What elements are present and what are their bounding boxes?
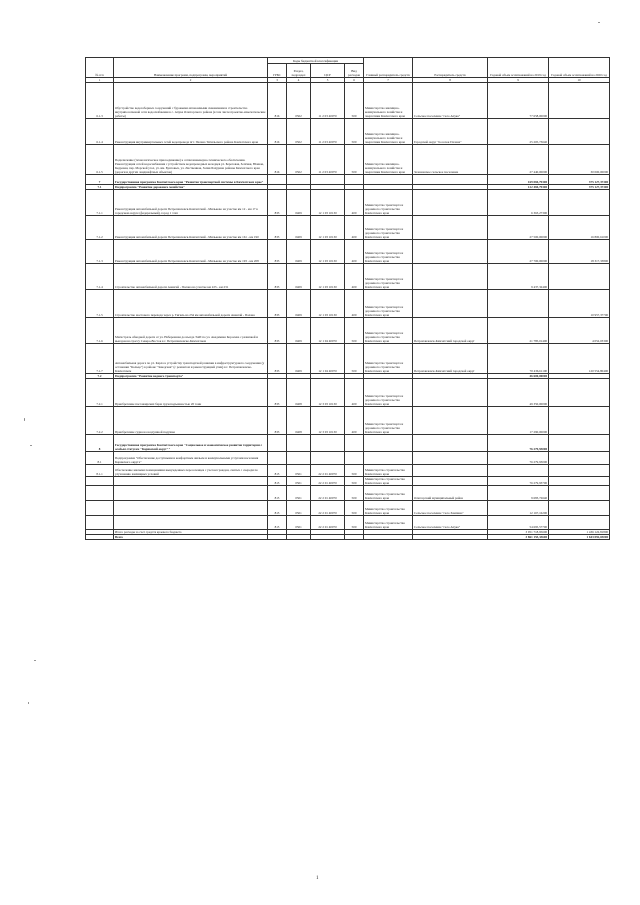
row-2019: 49 350,00000 [488, 379, 549, 407]
row-2019: 6 363,27300 [488, 190, 549, 216]
row-name: Обустройство водозаборных сооружений с буровыми автономными скважинами и строительство внутрипоселковой сети водоснабжения в с. Апука Олюторского района (в том числе проектно-изыскательские работы) [114, 83, 268, 119]
row-vr: 500 [345, 119, 364, 145]
row-name: Магистраль обводной дороги от ул. Набережная до въезда ТАИ по ул. Академика Королева с развязкой и выездом на трассу Северо-Восток в г. Петропавловске-Камчатском [114, 318, 268, 344]
page-number: 1 [316, 876, 319, 881]
header-no: № п/п [86, 58, 114, 78]
row-2020 [549, 83, 610, 119]
row-2020 [549, 264, 610, 290]
row-name [114, 477, 268, 486]
row-number: 7.2 [86, 374, 114, 379]
row-2019: 54 695,57700 [488, 516, 549, 530]
row-number [86, 535, 114, 540]
row-csr: 12 1 04 40070 [311, 318, 345, 344]
row-csr [311, 452, 345, 465]
row-section: 0501 [287, 516, 311, 530]
row-name [114, 486, 268, 501]
table-row [86, 145, 610, 175]
row-recipient [413, 407, 488, 435]
row-manager: Министерство жилищно-коммунального хозяйства и энергетики Камчатского края [364, 145, 413, 175]
row-grbs: 816 [268, 83, 287, 119]
row-recipient [413, 465, 488, 477]
row-csr: 22 2 01 40070 [311, 477, 345, 486]
table-row [86, 83, 610, 119]
row-section [287, 435, 311, 452]
row-recipient [413, 264, 488, 290]
header-manager: Главный распорядитель средств [364, 58, 413, 78]
row-manager: Министерство строительства Камчатского края [364, 465, 413, 477]
row-name: Реконструкция автомобильной дороги Петропавловск-Камчатский - Мильково на участке км 193 - км 208 [114, 240, 268, 264]
row-2019: 76 279,93700 [488, 477, 549, 486]
row-vr: 400 [345, 216, 364, 240]
budget-table [85, 57, 610, 540]
row-number: 8.1 [86, 452, 114, 465]
row-2019: 76 279,93000 [488, 435, 549, 452]
row-2020 [549, 379, 610, 407]
header-grbs: ГРБС [268, 64, 287, 78]
row-csr: 12 1 03 10130 [311, 190, 345, 216]
row-section: 0409 [287, 264, 311, 290]
row-section [287, 452, 311, 465]
header-section: Раздел, подраздел [287, 64, 311, 78]
row-2020: 1 643 092,03000 [549, 535, 610, 540]
row-manager: Министерство транспорта и дорожного строительства Камчатского края [364, 190, 413, 216]
row-name: Приобретение судна на воздушной подушке [114, 407, 268, 435]
row-section: 0501 [287, 486, 311, 501]
table-row [86, 379, 610, 407]
row-manager: Министерство транспорта и дорожного строительства Камчатского края [364, 290, 413, 318]
row-2019: 12 167,16200 [488, 501, 549, 516]
row-csr: 12 3 03 10130 [311, 407, 345, 435]
row-number: 8 [86, 435, 114, 452]
row-grbs: 815 [268, 501, 287, 516]
row-vr: 500 [345, 477, 364, 486]
row-csr: 11 2 03 40070 [311, 145, 345, 175]
scan-speck [34, 660, 36, 661]
row-grbs: 833 [268, 264, 287, 290]
table-row [86, 190, 610, 216]
row-2020 [549, 119, 610, 145]
row-recipient [413, 452, 488, 465]
row-recipient [413, 240, 488, 264]
row-recipient: Городской округ "поселок Палана" [413, 119, 488, 145]
row-number: 7.1.6 [86, 318, 114, 344]
row-number: 7.1.7 [86, 344, 114, 374]
row-vr: 500 [345, 501, 364, 516]
row-name [114, 516, 268, 530]
row-name: Обеспечение жилыми помещениями вынужденных переселенцев с учетом граждан, снятых с очереди по улучшению жилищных условий [114, 465, 268, 477]
row-number [86, 486, 114, 501]
row-number: 7.1.1 [86, 190, 114, 216]
row-csr: 12 1 04 40070 [311, 344, 345, 374]
row-recipient: Сельское поселение "село Апука" [413, 83, 488, 119]
row-vr [345, 452, 364, 465]
header-group-codes: Коды бюджетной классификации [268, 58, 364, 64]
row-recipient: Зеленовское сельское поселение [413, 145, 488, 175]
table-row [86, 501, 610, 516]
table-row [86, 465, 610, 477]
row-grbs: 815 [268, 516, 287, 530]
row-2019: 70 436,61100 [488, 344, 549, 374]
row-manager: Министерство транспорта и дорожного строительства Камчатского края [364, 344, 413, 374]
header-2019: Годовой объем ассигнований на 2019 год [488, 58, 549, 78]
row-manager [364, 452, 413, 465]
row-manager: Министерство жилищно-коммунального хозяйства и энергетики Камчатского края [364, 83, 413, 119]
row-section: 0502 [287, 83, 311, 119]
row-manager: Министерство транспорта и дорожного строительства Камчатского края [364, 216, 413, 240]
row-manager: Министерство транспорта и дорожного строительства Камчатского края [364, 264, 413, 290]
row-csr: 22 2 01 40070 [311, 465, 345, 477]
row-csr: 12 1 03 10130 [311, 240, 345, 264]
row-2020: 30 000,00000 [549, 145, 610, 175]
row-2020 [549, 190, 610, 216]
row-section: 0408 [287, 379, 311, 407]
row-name: Подпрограмма "Развитие водного транспорта" [114, 374, 268, 379]
row-number [86, 477, 114, 486]
row-2019: 169 084,79300 [488, 175, 549, 185]
row-number: 7 [86, 175, 114, 185]
row-recipient [413, 477, 488, 486]
table-row [86, 535, 610, 540]
row-name: Итого расходы за счет средств краевого бюджета [114, 530, 268, 535]
row-manager: Министерство жилищно-коммунального хозяйства и энергетики Камчатского края [364, 119, 413, 145]
row-manager: Министерство строительства Камчатского края [364, 477, 413, 486]
row-manager [364, 535, 413, 540]
row-2019: 27 700,00000 [488, 240, 549, 264]
row-manager: Министерство строительства Камчатского края [364, 501, 413, 516]
row-section: 0501 [287, 501, 311, 516]
row-number: 6.1.5 [86, 145, 114, 175]
table-row [86, 452, 610, 465]
row-name: Всего [114, 535, 268, 540]
row-section [287, 535, 311, 540]
table-row [86, 435, 610, 452]
row-vr [345, 535, 364, 540]
row-2020: 375 127,37300 [549, 185, 610, 190]
row-number: 8.1.1 [86, 465, 114, 477]
row-number: 6.1.3 [86, 83, 114, 119]
row-manager: Министерство транспорта и дорожного строительства Камчатского края [364, 240, 413, 264]
row-section: 0409 [287, 190, 311, 216]
row-vr: 400 [345, 290, 364, 318]
row-name: Подпрограмма "Развитие дорожного хозяйства" [114, 185, 268, 190]
row-2019: 25 205,73640 [488, 119, 549, 145]
row-number: 7.1.2 [86, 216, 114, 240]
table-row [86, 407, 610, 435]
row-grbs: 833 [268, 407, 287, 435]
row-manager: Министерство транспорта и дорожного строительства Камчатского края [364, 318, 413, 344]
row-2020 [549, 465, 610, 477]
row-number [86, 516, 114, 530]
row-manager: Министерство строительства Камчатского края [364, 516, 413, 530]
row-manager [364, 435, 413, 452]
row-2019: 3 951 718,95600 [488, 530, 549, 535]
row-manager: Министерство транспорта и дорожного строительства Камчатского края [364, 407, 413, 435]
row-vr: 500 [345, 486, 364, 501]
row-name: Государственная программа Камчатского края "Развитие транспортной системы в Камчатском крае" [114, 175, 268, 185]
row-2020: 375 127,37300 [549, 175, 610, 185]
row-vr: 500 [345, 344, 364, 374]
row-csr [311, 435, 345, 452]
row-grbs: 833 [268, 318, 287, 344]
row-number: 7.1.5 [86, 290, 114, 318]
row-name [114, 501, 268, 516]
row-section: 0502 [287, 119, 311, 145]
row-2019: 3 861 155,33600 [488, 535, 549, 540]
row-number: 7.1.3 [86, 240, 114, 264]
header-2020: Годовой объем ассигнований на 2020 год [549, 58, 610, 78]
scan-speck [28, 702, 29, 704]
header-csr: ЦСР [311, 64, 345, 78]
row-name: Реконструкция автомобильной дороги Петропавловск-Камчатский - Мильково на участке км 161 - км 190 [114, 216, 268, 240]
row-2020 [549, 516, 610, 530]
row-csr [311, 535, 345, 540]
row-number: 6.1.4 [86, 119, 114, 145]
row-section: 0409 [287, 240, 311, 264]
row-number [86, 501, 114, 516]
table-row [86, 240, 610, 264]
row-name: Реконструкция автомобильной дороги Петропавловск-Камчатский - Мильково на участке км 12 - км 17 в городском округе (федеральный), город 1 этап [114, 190, 268, 216]
row-grbs [268, 535, 287, 540]
row-2019: 27 500,00000 [488, 216, 549, 240]
row-manager: Министерство строительства Камчатского края [364, 486, 413, 501]
row-grbs: 816 [268, 145, 287, 175]
row-2020 [549, 452, 610, 465]
row-2019: 9 683,72640 [488, 486, 549, 501]
row-section: 0502 [287, 145, 311, 175]
table-row [86, 486, 610, 501]
row-csr: 22 2 01 40070 [311, 501, 345, 516]
row-grbs [268, 452, 287, 465]
row-2019: 46 600,00000 [488, 374, 549, 379]
row-recipient: Сельское поселение "село Апука" [413, 516, 488, 530]
row-name: Строительство мостового перехода через р. Тигиль на 234 км автомобильной дороги Анавгай - Палана [114, 290, 268, 318]
row-number: 7.1.4 [86, 264, 114, 290]
table-row [86, 216, 610, 240]
row-section: 0409 [287, 318, 311, 344]
row-csr: 12 3 03 10130 [311, 379, 345, 407]
row-grbs: 833 [268, 344, 287, 374]
row-2020 [549, 501, 610, 516]
row-2020: 16 800,61000 [549, 216, 610, 240]
row-section: 0501 [287, 477, 311, 486]
row-recipient: Петропавловск-Камчатский городской округ [413, 344, 488, 374]
row-name: Подключение (технологическое присоединение) к сетям инженерно-технического обеспечения. Реконструкция сетей водоснабжения с устройством водопроводных колодцев ул. Береговая, Зелёная, Южная, Кедровая, пер. Морской угол, ул. им. Бунтовых, ул. Лиственная, Залив Бахурина районы Камчатского края (дороги и других ландшафтных объектов) [114, 145, 268, 175]
row-recipient: Петропавловск-Камчатский городской округ [413, 318, 488, 344]
row-recipient [413, 290, 488, 318]
row-csr: 22 2 01 40070 [311, 516, 345, 530]
table-row [86, 175, 610, 185]
scan-speck [30, 445, 32, 446]
row-grbs: 815 [268, 477, 287, 486]
row-grbs: 815 [268, 486, 287, 501]
row-2019: 77 658,00000 [488, 83, 549, 119]
row-number: 7.2.1 [86, 379, 114, 407]
row-grbs [268, 175, 287, 185]
row-manager [364, 175, 413, 185]
row-recipient: Олюторский муниципальный район [413, 486, 488, 501]
header-vr: Вид расходов [345, 64, 364, 78]
row-csr: 12 1 03 10130 [311, 264, 345, 290]
row-vr: 400 [345, 379, 364, 407]
row-2020 [549, 477, 610, 486]
row-section: 0408 [287, 407, 311, 435]
row-recipient [413, 175, 488, 185]
row-section: 0409 [287, 216, 311, 240]
row-grbs: 833 [268, 190, 287, 216]
row-vr: 500 [345, 83, 364, 119]
row-2020: 4 052,03300 [549, 318, 610, 344]
column-index-row: 1 2 3 4 5 6 7 8 9 10 [86, 78, 610, 83]
table-row [86, 290, 610, 318]
row-recipient [413, 190, 488, 216]
row-recipient [413, 379, 488, 407]
row-name: Государственная программа Камчатского края "Социальное и экономическое развитие территории с особым статусом "Корякский округ"" [114, 435, 268, 452]
scan-speck [598, 22, 600, 23]
row-2019: 17 290,00000 [488, 407, 549, 435]
header-recipient: Распорядитель средств [413, 58, 488, 78]
row-2019 [488, 465, 549, 477]
row-2020 [549, 407, 610, 435]
row-2019: 27 440,00000 [488, 145, 549, 175]
row-2019: 76 279,93000 [488, 452, 549, 465]
row-grbs: 833 [268, 240, 287, 264]
row-recipient [413, 435, 488, 452]
row-2020: 120 554,80400 [549, 344, 610, 374]
table-row [86, 318, 610, 344]
row-name: Автомобильная дорога по ул. Карла к устройству транспортной развязки в инфраструктурного сооружения (у остановки "Кольцо") в районе "Заводская" (с ремонтом и реконструкцией улиц) в г. Петропавловске-Камчатском [114, 344, 268, 374]
row-csr: 12 1 03 10130 [311, 290, 345, 318]
row-grbs [268, 435, 287, 452]
row-section: 0501 [287, 465, 311, 477]
row-vr: 500 [345, 145, 364, 175]
row-csr [311, 175, 345, 185]
row-2019: 21 785,01400 [488, 318, 549, 344]
table-row [86, 264, 610, 290]
row-csr: 11 2 03 40070 [311, 119, 345, 145]
row-2020 [549, 435, 610, 452]
row-name: Приобретение пассажирских барж грузоподъемностью 20 тонн [114, 379, 268, 407]
row-vr: 400 [345, 240, 364, 264]
row-name: Подпрограмма "Обеспечение доступными и комфортным жильем и коммунальными услугами населения Корякского округа" [114, 452, 268, 465]
row-2019 [488, 290, 549, 318]
table-row [86, 477, 610, 486]
row-vr [345, 175, 364, 185]
row-section [287, 175, 311, 185]
row-grbs: 815 [268, 465, 287, 477]
row-section: 0409 [287, 290, 311, 318]
row-vr: 500 [345, 516, 364, 530]
header-name: Наименование программ, подпрограмм, мероприятий [114, 58, 268, 78]
row-name: Реконструкция внутриквартальных сетей водопровода пгт. Палана Тигильского района Камчатского края [114, 119, 268, 145]
row-section: 0409 [287, 344, 311, 374]
row-manager: Министерство транспорта и дорожного строительства Камчатского края [364, 379, 413, 407]
row-vr: 500 [345, 318, 364, 344]
row-2020 [549, 486, 610, 501]
row-vr: 400 [345, 407, 364, 435]
row-grbs: 833 [268, 290, 287, 318]
row-csr: 22 2 01 40070 [311, 486, 345, 501]
row-recipient [413, 535, 488, 540]
row-grbs: 833 [268, 379, 287, 407]
row-2020: 18 317,33800 [549, 240, 610, 264]
row-grbs: 816 [268, 119, 287, 145]
row-csr: 12 1 03 10130 [311, 216, 345, 240]
row-vr: 400 [345, 264, 364, 290]
row-2020: 1 436 122,81800 [549, 530, 610, 535]
row-2019: 122 484,79300 [488, 185, 549, 190]
row-number: 7.1 [86, 185, 114, 190]
row-vr [345, 435, 364, 452]
row-grbs: 833 [268, 216, 287, 240]
row-csr: 11 2 03 40070 [311, 83, 345, 119]
row-number: 7.2.2 [86, 407, 114, 435]
table-row [86, 516, 610, 530]
row-2020: 10 957,37700 [549, 290, 610, 318]
row-2019: 9 437,32400 [488, 264, 549, 290]
table-row [86, 344, 610, 374]
row-name: Строительство автомобильной дороги Анавгай - Палана на участке км 223 - км 231 [114, 264, 268, 290]
row-vr: 400 [345, 190, 364, 216]
row-recipient [413, 216, 488, 240]
row-vr: 500 [345, 465, 364, 477]
row-recipient: Сельское поселение "село Хаилино" [413, 501, 488, 516]
scan-speck [24, 418, 25, 421]
table-row [86, 119, 610, 145]
